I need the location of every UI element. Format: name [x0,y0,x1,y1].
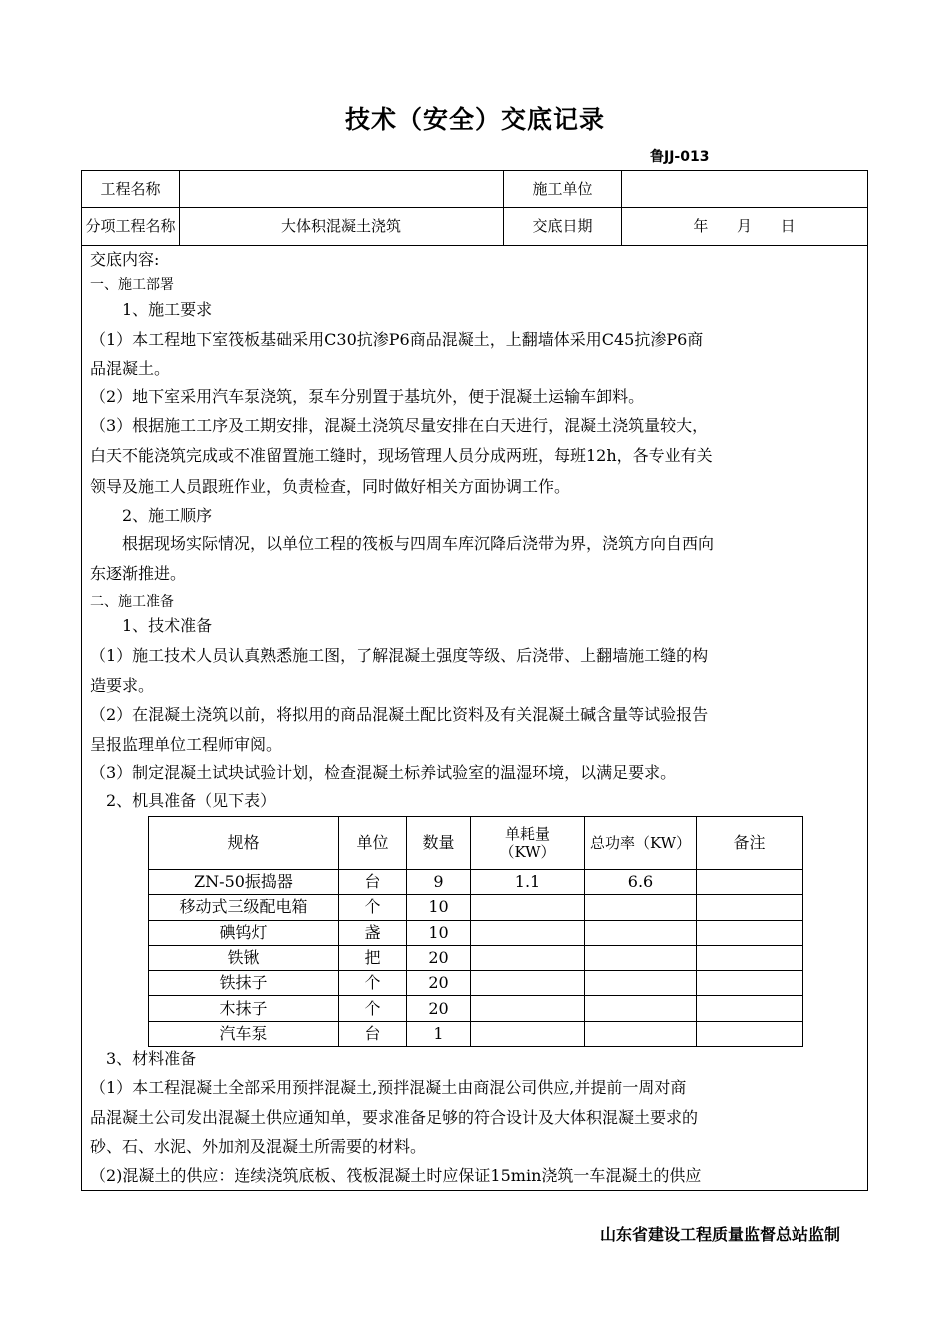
table-cell: 10 [407,920,471,945]
paragraph-line: （1）本工程地下室筏板基础采用C30抗渗P6商品混凝土，上翻墙体采用C45抗渗P6商 [90,330,704,349]
paragraph-line: （2)混凝土的供应：连续浇筑底板、筏板混凝土时应保证15min浇筑一车混凝土的供应 [90,1166,702,1185]
paragraph-line: 造要求。 [90,676,155,695]
table-cell: ZN-50振捣器 [149,870,339,895]
paragraph-line: （3）根据施工工序及工期安排，混凝土浇筑尽量安排在白天进行，混凝土浇筑量较大， [90,416,709,435]
table-cell: 6.6 [585,870,697,895]
project-name-label: 工程名称 [100,180,161,198]
subsection-heading: 3、材料准备 [90,1049,197,1068]
paragraph-line: 白天不能浇筑完成或不准留置施工缝时，现场管理人员分成两班，每班12h，各专业有关 [90,446,713,465]
table-cell: 个 [339,895,407,920]
contractor-label: 施工单位 [532,180,593,198]
paragraph-line: 领导及施工人员跟班作业，负责检查，同时做好相关方面协调工作。 [90,477,571,496]
row-divider [82,245,867,246]
table-cell [471,895,585,920]
table-cell [585,971,697,996]
subproject-label: 分项工程名称 [85,217,176,235]
table-cell [585,895,697,920]
table-cell [471,920,585,945]
issuer-footer: 山东省建设工程质量监督总站监制 [600,1225,841,1244]
equipment-table-header [149,817,803,870]
table-cell [697,895,803,920]
header-cell: 规格 [149,817,339,870]
table-row [149,920,803,945]
paragraph-line: 呈报监理单位工程师审阅。 [90,735,283,754]
table-cell: 10 [407,895,471,920]
table-cell [471,971,585,996]
table-cell [585,996,697,1021]
header-cell: 总功率（KW） [585,817,697,870]
table-cell: 碘钨灯 [149,920,339,945]
paragraph-line: （3）制定混凝土试块试验计划，检查混凝土标养试验室的温湿环境，以满足要求。 [90,763,677,782]
table-cell [471,1021,585,1046]
table-cell: 铁抹子 [149,971,339,996]
table-cell [697,920,803,945]
table-cell: 铁锹 [149,945,339,970]
table-cell: 1.1 [471,870,585,895]
date-label: 交底日期 [532,217,593,235]
table-cell: 个 [339,971,407,996]
header-cell: 数量 [407,817,471,870]
paragraph-line: 品混凝土公司发出混凝土供应通知单，要求准备足够的符合设计及大体积混凝土要求的 [90,1108,699,1127]
table-cell: 个 [339,996,407,1021]
table-cell [697,870,803,895]
table-row [149,971,803,996]
section-heading: 一、施工部署 [90,277,174,293]
equipment-table [148,816,802,1047]
table-cell [585,945,697,970]
table-cell: 移动式三级配电箱 [149,895,339,920]
document-code: 鲁JJ-013 [650,149,710,165]
table-row [149,895,803,920]
paragraph-line: 根据现场实际情况，以单位工程的筏板与四周车库沉降后浇带为界，浇筑方向自西向 [90,534,715,553]
header-cell: 单位 [339,817,407,870]
document-title: 技术（安全）交底记录 [344,105,605,134]
content-heading: 交底内容: [90,250,160,269]
subsection-heading: 1、技术准备 [90,616,213,635]
subsection-heading: 2、施工顺序 [90,506,213,525]
table-cell [697,1021,803,1046]
subsection-heading: 1、施工要求 [90,300,213,319]
table-cell: 台 [339,870,407,895]
table-cell: 木抹子 [149,996,339,1021]
table-cell [585,1021,697,1046]
paragraph-line: 品混凝土。 [90,359,171,378]
section-heading: 二、施工准备 [90,594,174,610]
table-cell: 20 [407,945,471,970]
table-cell [697,971,803,996]
table-cell: 9 [407,870,471,895]
paragraph-line: （2）地下室采用汽车泵浇筑，泵车分别置于基坑外，便于混凝土运输车卸料。 [90,387,645,406]
table-row [149,945,803,970]
table-row [149,1021,803,1046]
paragraph-line: 砂、石、水泥、外加剂及混凝土所需要的材料。 [90,1137,427,1156]
header-cell: 备注 [697,817,803,870]
subsection-heading: 2、机具准备（见下表） [90,791,277,810]
table-cell: 20 [407,996,471,1021]
table-cell: 盏 [339,920,407,945]
table-cell [697,996,803,1021]
header-cell: 单耗量（KW） [471,817,585,870]
table-cell: 台 [339,1021,407,1046]
paragraph-line: 东逐渐推进。 [90,564,187,583]
table-cell: 20 [407,971,471,996]
paragraph-line: （2）在混凝土浇筑以前，将拟用的商品混凝土配比资料及有关混凝土碱含量等试验报告 [90,705,709,724]
row-divider [82,207,867,208]
table-cell [585,920,697,945]
paragraph-line: （1）本工程混凝土全部采用预拌混凝土,预拌混凝土由商混公司供应,并提前一周对商 [90,1078,687,1097]
table-cell [697,945,803,970]
table-cell: 把 [339,945,407,970]
table-cell [471,945,585,970]
paragraph-line: （1）施工技术人员认真熟悉施工图，了解混凝土强度等级、后浇带、上翻墙施工缝的构 [90,646,709,665]
table-row [149,996,803,1021]
table-cell: 汽车泵 [149,1021,339,1046]
table-cell: 1 [407,1021,471,1046]
table-cell [471,996,585,1021]
date-value[interactable]: 年 月 日 [693,217,796,235]
subproject-value[interactable]: 大体积混凝土浇筑 [280,217,401,235]
table-row [149,870,803,895]
